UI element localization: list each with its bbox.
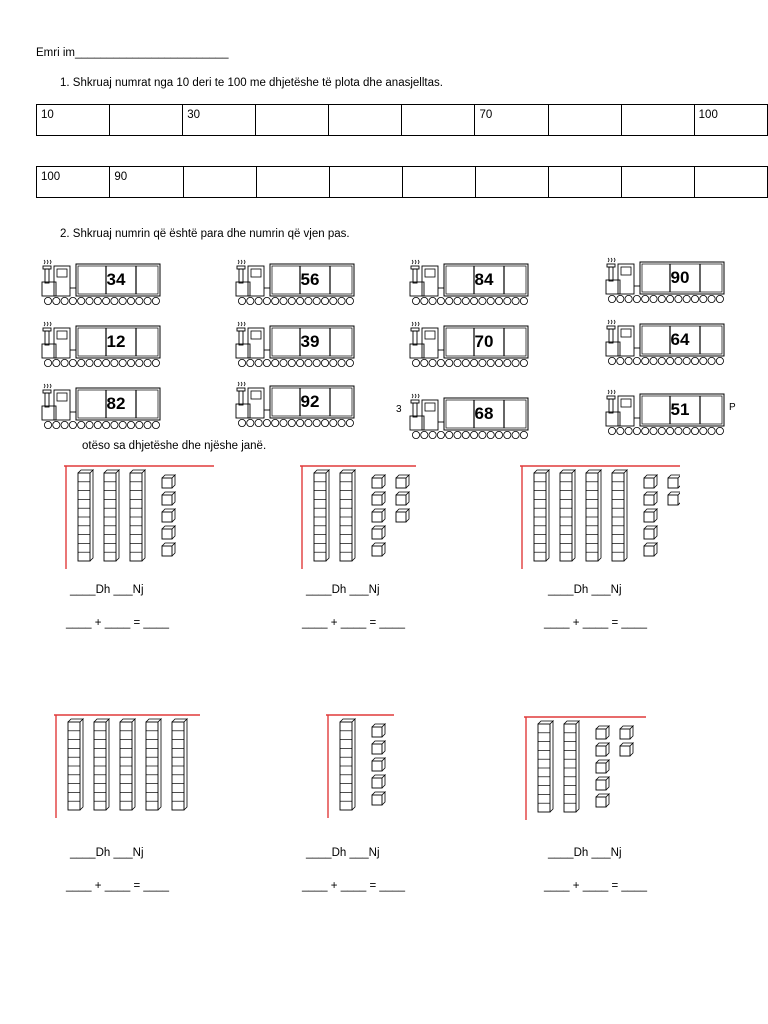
tens-table-ascending	[36, 104, 768, 136]
table-cell[interactable]: 100	[37, 167, 110, 198]
train-item	[604, 388, 724, 436]
train-number: 12	[106, 332, 126, 351]
table-cell[interactable]	[183, 167, 256, 198]
train-number: 92	[300, 392, 320, 411]
train-number: 64	[670, 330, 690, 349]
sum-label[interactable]: ____ + ____ = ____	[66, 617, 169, 629]
train-item	[408, 392, 528, 440]
sum-label[interactable]: ____ + ____ = ____	[544, 617, 647, 629]
table-cell[interactable]	[621, 167, 694, 198]
table-cell[interactable]: 100	[694, 105, 767, 136]
train-item	[408, 320, 528, 368]
dh-nj-label[interactable]: ____Dh ___Nj	[548, 847, 622, 859]
sum-label[interactable]: ____ + ____ = ____	[302, 617, 405, 629]
dh-nj-label[interactable]: ____Dh ___Nj	[70, 847, 144, 859]
table-cell[interactable]	[329, 105, 402, 136]
train-number: 68	[474, 404, 494, 423]
task1-instruction: 1. Shkruaj numrat nga 10 deri te 100 me dhjetëshe të plota dhe anasjelltas.	[60, 77, 443, 89]
task3-instruction: otëso sa dhjetëshe dhe njëshe janë.	[82, 440, 267, 452]
table-cell[interactable]: 30	[183, 105, 256, 136]
dh-nj-label[interactable]: ____Dh ___Nj	[306, 847, 380, 859]
train-number: 90	[670, 268, 690, 287]
train-number: 51	[670, 400, 690, 419]
dh-nj-label[interactable]: ____Dh ___Nj	[70, 584, 144, 596]
train-item	[408, 258, 528, 306]
table-cell[interactable]	[548, 105, 621, 136]
table-cell[interactable]	[548, 167, 621, 198]
name-label: Emri im________________________	[36, 47, 229, 59]
train-number: 70	[474, 332, 494, 351]
dh-nj-label[interactable]: ____Dh ___Nj	[306, 584, 380, 596]
train-item	[234, 258, 354, 306]
dh-nj-label[interactable]: ____Dh ___Nj	[548, 584, 622, 596]
train-number: 34	[106, 270, 126, 289]
table-cell[interactable]	[402, 105, 475, 136]
side-letter-right: P	[729, 402, 736, 413]
table-cell[interactable]	[475, 167, 548, 198]
sum-label[interactable]: ____ + ____ = ____	[302, 880, 405, 892]
train-item	[234, 320, 354, 368]
table-cell[interactable]	[402, 167, 475, 198]
sum-label[interactable]: ____ + ____ = ____	[66, 880, 169, 892]
table-cell[interactable]: 10	[37, 105, 110, 136]
train-item	[234, 380, 354, 428]
side-letter-left: 3	[396, 404, 402, 415]
train-item	[40, 258, 160, 306]
table-cell[interactable]	[694, 167, 767, 198]
table-cell[interactable]	[110, 105, 183, 136]
table-cell[interactable]	[329, 167, 402, 198]
table-cell[interactable]	[256, 105, 329, 136]
tens-table-descending	[36, 166, 768, 198]
table-cell[interactable]	[256, 167, 329, 198]
task2-instruction: 2. Shkruaj numrin që është para dhe numrin që vjen pas.	[60, 228, 350, 240]
train-number: 39	[300, 332, 320, 351]
train-item	[40, 382, 160, 430]
table-cell[interactable]: 70	[475, 105, 548, 136]
train-item	[40, 320, 160, 368]
train-item	[604, 256, 724, 304]
train-number: 56	[300, 270, 320, 289]
table-cell[interactable]: 90	[110, 167, 183, 198]
train-number: 84	[474, 270, 494, 289]
table-cell[interactable]	[621, 105, 694, 136]
train-number: 82	[106, 394, 126, 413]
sum-label[interactable]: ____ + ____ = ____	[544, 880, 647, 892]
train-item	[604, 318, 724, 366]
